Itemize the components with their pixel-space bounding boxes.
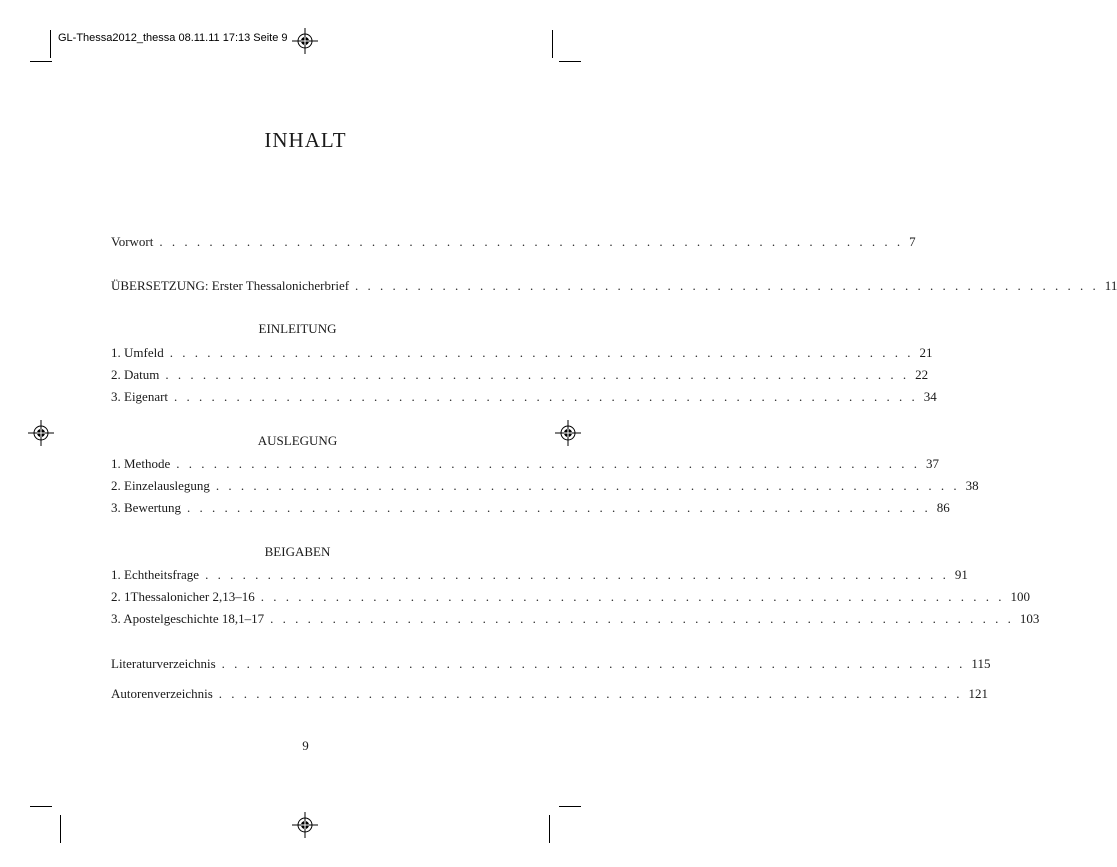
toc-entry-autorenverzeichnis — [111, 685, 989, 703]
registration-mark-right-icon — [555, 420, 581, 446]
toc-entry-echtheitsfrage — [111, 566, 968, 584]
toc-entry-label: 3. Bewertung — [111, 499, 187, 517]
dot-leader: . . . . . . . . . . . . . . . . . . . . . . . . . . . . . . . . . . . . . . . . . . . . . . . . . . . . . . . . . . . . — [174, 389, 918, 404]
dot-leader: . . . . . . . . . . . . . . . . . . . . . . . . . . . . . . . . . . . . . . . . . . . . . . . . . . . . . . . . . . . . — [159, 234, 904, 249]
section-heading-einleitung: EINLEITUNG — [258, 321, 337, 336]
crop-mark-bottom-right-horizontal — [559, 806, 581, 807]
toc-entry-label: 1. Echtheitsfrage — [111, 566, 205, 584]
page-number: 9 — [302, 738, 309, 753]
toc-entry-page: 115 — [971, 656, 991, 671]
toc-entry-bewertung — [111, 499, 950, 517]
toc-entry-methode — [111, 455, 939, 473]
toc-entry-page: 38 — [965, 478, 979, 493]
toc-entry-label: 3. Eigenart — [111, 388, 174, 406]
dot-leader: . . . . . . . . . . . . . . . . . . . . . . . . . . . . . . . . . . . . . . . . . . . . . . . . . . . . . . . . . . . . — [176, 456, 920, 471]
toc-entry-label: ÜBERSETZUNG: Erster Thessalonicherbrief — [111, 277, 355, 295]
dot-leader: . . . . . . . . . . . . . . . . . . . . . . . . . . . . . . . . . . . . . . . . . . . . . . . . . . . . . . . . . . . . — [260, 589, 1005, 604]
toc-entry-page: 22 — [915, 367, 929, 382]
dot-leader: . . . . . . . . . . . . . . . . . . . . . . . . . . . . . . . . . . . . . . . . . . . . . . . . . . . . . . . . . . . . — [215, 478, 960, 493]
section-heading-auslegung: AUSLEGUNG — [257, 433, 338, 448]
toc-entry-einzelauslegung — [111, 477, 979, 495]
toc-entry-label: 1. Umfeld — [111, 344, 170, 362]
dot-leader: . . . . . . . . . . . . . . . . . . . . . . . . . . . . . . . . . . . . . . . . . . . . . . . . . . . . . . . . . . . . — [169, 345, 914, 360]
toc-entry-page: 21 — [919, 345, 933, 360]
toc-entry-page: 34 — [923, 389, 937, 404]
dot-leader: . . . . . . . . . . . . . . . . . . . . . . . . . . . . . . . . . . . . . . . . . . . . . . . . . . . . . . . . . . . . — [355, 278, 1099, 293]
toc-entry-page: 7 — [909, 234, 916, 249]
toc-entry-page: 91 — [954, 567, 968, 582]
toc-entry-page: 121 — [968, 686, 989, 701]
toc-entry-uebersetzung — [111, 277, 1117, 295]
toc-entry-literaturverzeichnis — [111, 655, 991, 673]
toc-entry-page: 86 — [936, 500, 950, 515]
toc-entry-eigenart — [111, 388, 937, 406]
section-heading-beigaben: BEIGABEN — [264, 544, 331, 559]
table-of-contents — [111, 0, 1117, 867]
dot-leader: . . . . . . . . . . . . . . . . . . . . . . . . . . . . . . . . . . . . . . . . . . . . . . . . . . . . . . . . . . . . — [187, 500, 931, 515]
crop-mark-top-left-vertical — [50, 30, 51, 58]
toc-entry-label: Autorenverzeichnis — [111, 685, 219, 703]
toc-entry-label: 3. Apostelgeschichte 18,1–17 — [111, 610, 270, 628]
toc-entry-apostelgeschichte — [111, 610, 1040, 628]
dot-leader: . . . . . . . . . . . . . . . . . . . . . . . . . . . . . . . . . . . . . . . . . . . . . . . . . . . . . . . . . . . . — [205, 567, 949, 582]
crop-mark-top-right-vertical — [552, 30, 553, 58]
dot-leader: . . . . . . . . . . . . . . . . . . . . . . . . . . . . . . . . . . . . . . . . . . . . . . . . . . . . . . . . . . . . — [270, 611, 1014, 626]
page-title: INHALT — [264, 128, 347, 152]
toc-entry-page: 37 — [925, 456, 939, 471]
registration-mark-left-icon — [28, 420, 54, 446]
toc-entry-datum — [111, 366, 929, 384]
toc-entry-1thessalonicher — [111, 588, 1030, 606]
crop-mark-bottom-left-horizontal — [30, 806, 52, 807]
slug-line: GL-Thessa2012_thessa 08.11.11 17:13 Seite 9 — [58, 32, 288, 44]
toc-entry-label: 2. Einzelauslegung — [111, 477, 216, 495]
dot-leader: . . . . . . . . . . . . . . . . . . . . . . . . . . . . . . . . . . . . . . . . . . . . . . . . . . . . . . . . . . . . — [221, 656, 966, 671]
toc-entry-page: 11 — [1104, 278, 1117, 293]
crop-mark-bottom-right-vertical — [549, 815, 550, 843]
dot-leader: . . . . . . . . . . . . . . . . . . . . . . . . . . . . . . . . . . . . . . . . . . . . . . . . . . . . . . . . . . . . — [218, 686, 963, 701]
crop-mark-top-left-horizontal — [30, 61, 52, 62]
toc-entry-vorwort — [111, 233, 916, 251]
crop-mark-bottom-left-vertical — [60, 815, 61, 843]
toc-entry-label: Vorwort — [111, 233, 159, 251]
toc-entry-label: 2. 1Thessalonicher 2,13–16 — [111, 588, 261, 606]
crop-mark-top-right-horizontal — [559, 61, 581, 62]
toc-entry-page: 100 — [1010, 589, 1030, 604]
toc-entry-page: 103 — [1019, 611, 1040, 626]
toc-entry-label: Literaturverzeichnis — [111, 655, 222, 673]
dot-leader: . . . . . . . . . . . . . . . . . . . . . . . . . . . . . . . . . . . . . . . . . . . . . . . . . . . . . . . . . . . . — [165, 367, 910, 382]
toc-entry-label: 1. Methode — [111, 455, 176, 473]
toc-entry-label: 2. Datum — [111, 366, 165, 384]
toc-entry-umfeld — [111, 344, 933, 362]
